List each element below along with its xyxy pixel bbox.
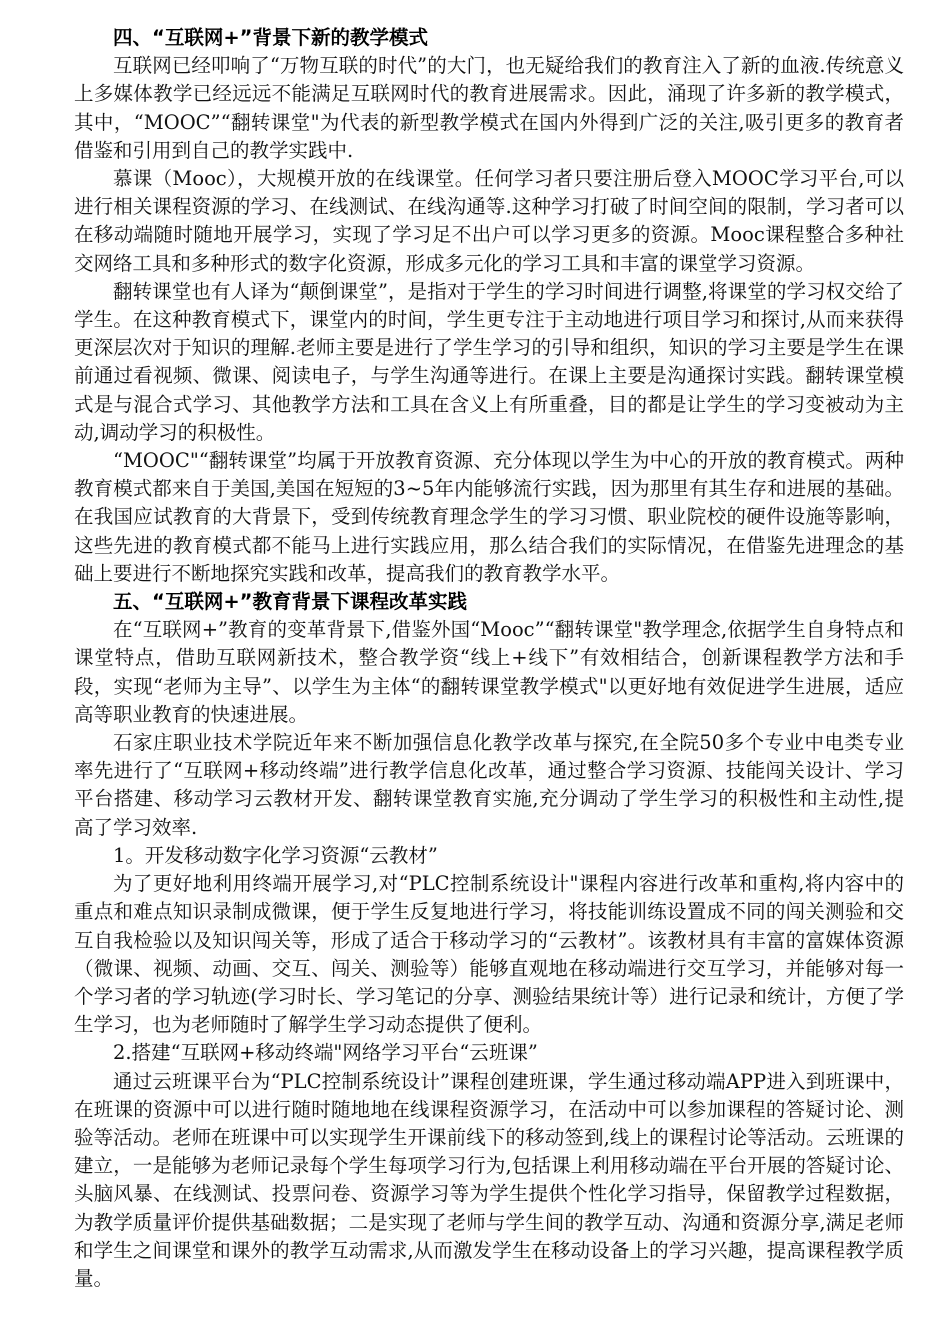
paragraph-college-practice: 石家庄职业技术学院近年来不断加强信息化教学改革与探究,在全院50多个专业中电类专业率先进行了“互联网+移动终端”进行教学信息化改革，通过整合学习资源、技能闯关设计、学习平台搭建、移动学习云教材开发、翻转课堂教育实施,充分调动了学生学习的积极性和主动性,提高了学习效率. — [74, 731, 904, 839]
paragraph-cloud-class: 通过云班课平台为“PLC控制系统设计”课程创建班课，学生通过移动端APP进入到班课中，在班课的资源中可以进行随时随地地在线课程资源学习，在活动中可以参加课程的答疑讨论、测验等活动。老师在班课中可以实现学生开课前线下的移动签到,线上的课程讨论等活动。云班课的建立，一是能够为老师记录每个学生每项学习行为,包括课上利用移动端在平台开展的答疑讨论、头脑风暴、在线测试、投票问卷、资源学习等为学生提供个性化学习指导，保留教学过程数据，为教学质量评价提供基础数据；二是实现了老师与学生间的教学互动、沟通和资源分享,满足老师和学生之间课堂和课外的教学互动需求,从而激发学生在移动设备上的学习兴趣，提高课程教学质量。 — [74, 1069, 904, 1290]
paragraph-internet-era: 互联网已经叩响了“万物互联的时代”的大门，也无疑给我们的教育注入了新的血液.传统意义上多媒体教学已经远远不能满足互联网时代的教育进展需求。因此，涌现了许多新的教学模式，其中，“MOOC”“翻转课堂"为代表的新型教学模式在国内外得到广泛的关注,吸引更多的教育者借鉴和引用到自己的教学实践中. — [74, 54, 904, 162]
document-body — [74, 24, 904, 1293]
subsection-1-heading: 1。开发移动数字化学习资源“云教材” — [113, 843, 438, 867]
section-4-heading: 四、“互联网+”背景下新的教学模式 — [113, 26, 428, 49]
paragraph-open-education: “MOOC"“翻转课堂”均属于开放教育资源、充分体现以学生为中心的开放的教育模式。两种教育模式都来自于美国,美国在短短的3~5年内能够流行实践，因为那里有其生存和进展的基础。在我国应试教育的大背景下，受到传统教育理念学生的学习习惯、职业院校的硬件设施等影响，这些先进的教育模式都不能马上进行实践应用，那么结合我们的实际情况，在借鉴先进理念的基础上要进行不断地探究实践和改革，提高我们的教育教学水平。 — [74, 449, 904, 585]
section-5-heading: 五、“互联网+”教育背景下课程改革实践 — [113, 590, 467, 614]
paragraph-reform-background: 在“互联网+”教育的变革背景下,借鉴外国“Mooc”“翻转课堂"教学理念,依据学生自身特点和课堂特点，借助互联网新技术，整合教学资“线上+线下”有效相结合，创新课程教学方法和手段，实现“老师为主导”、以学生为主体“的翻转课堂教学模式"以更好地有效促进学生进展，适应高等职业教育的快速进展。 — [74, 618, 904, 726]
paragraph-cloud-textbook: 为了更好地利用终端开展学习,对“PLC控制系统设计"课程内容进行改革和重构,将内容中的重点和难点知识录制成微课，便于学生反复地进行学习，将技能训练设置成不同的闯关测验和交互自我检验以及知识闯关等，形成了适合于移动学习的“云教材”。该教材具有丰富的富媒体资源（微课、视频、动画、交互、闯关、测验等）能够直观地在移动端进行交互学习，并能够对每一个学习者的学习轨迹(学习时长、学习笔记的分享、测验结果统计等）进行记录和统计，方便了学生学习，也为老师随时了解学生学习动态提供了便利。 — [74, 872, 904, 1037]
subsection-2-heading: 2.搭建“互联网+移动终端"网络学习平台“云班课” — [113, 1041, 538, 1065]
paragraph-flipped-classroom: 翻转课堂也有人译为“颠倒课堂”，是指对于学生的学习时间进行调整,将课堂的学习权交给了学生。在这种教育模式下，课堂内的时间，学生更专注于主动地进行项目学习和探讨,从而来获得更深层次对于知识的理解.老师主要是进行了学生学习的引导和组织，知识的学习主要是学生在课前通过看视频、微课、阅读电子，与学生沟通等进行。在课上主要是沟通探讨实践。翻转课堂模式是与混合式学习、其他教学方法和工具在含义上有所重叠，目的都是让学生的学习变被动为主动,调动学习的积极性。 — [74, 279, 904, 444]
paragraph-mooc: 慕课（Mooc），大规模开放的在线课堂。任何学习者只要注册后登入MOOC学习平台,可以进行相关课程资源的学习、在线测试、在线沟通等.这种学习打破了时间空间的限制，学习者可以在移动端随时随地开展学习，实现了学习足不出户可以学习更多的资源。Mooc课程整合多种社交网络工具和多种形式的数字化资源，形成多元化的学习工具和丰富的课堂学习资源。 — [74, 167, 904, 275]
